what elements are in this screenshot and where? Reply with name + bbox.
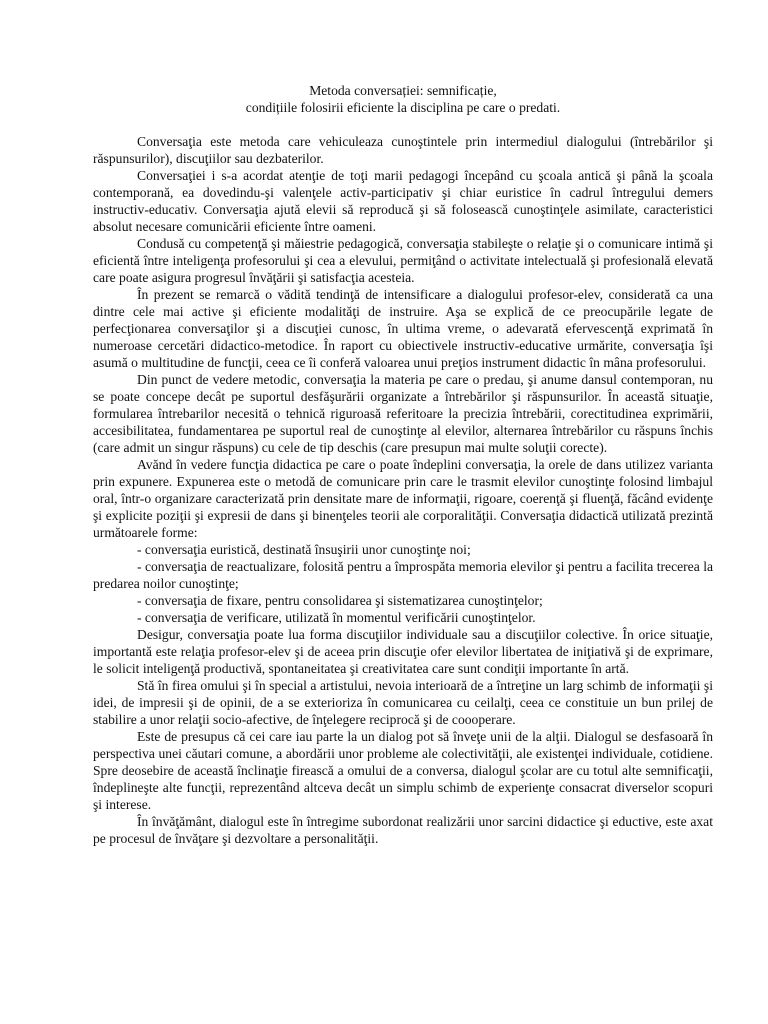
paragraph: Conversaţiei i s-a acordat atenţie de toţi marii pedagogi începând cu şcoala antică şi până la şcoala contemporană, ea dovedindu-şi valenţele activ-participativ şi chiar euristice în cadrul întregului demers instructiv-educativ. Conversaţia ajută elevii să reproducă şi să folosească cunoştinţele asimilate, caracteristici absolut necesare comunicării eficiente între oameni. xyxy=(93,168,713,234)
paragraph: Conversaţia este metoda care vehiculeaza cunoştintele prin intermediul dialogului (întrebărilor şi răspunsurilor), discuţiilor sau dezbaterilor. xyxy=(93,134,713,166)
list-item: - conversaţia de reactualizare, folosită pentru a împrospăta memoria elevilor şi pentru a facilita trecerea la predarea noilor cunoştinţe; xyxy=(93,559,713,591)
list-item: - conversaţia euristică, destinată însuşirii unor cunoştinţe noi; xyxy=(137,542,471,557)
paragraph: Avănd în vedere funcţia didactica pe care o poate îndeplini conversaţia, la orele de dans utilizez varianta prin expunere. Expunerea este o metodă de comunicare prin care le trasmit elevilor cunoştinţe folosind limbajul oral, într-o organizare caracterizată prin densitate mare de informaţii, rigoare, coerenţă şi fluenţă, făcând evidenţe şi explicite poziţii şi expresii de dans şi binenţeles teorii ale corporalităţii. Conversaţia didactică utilizată prezintă următoarele forme: xyxy=(93,457,713,540)
paragraph: Desigur, conversaţia poate lua forma discuţiilor individuale sau a discuţiilor colective. În orice situaţie, importantă este relaţia profesor-elev şi de aceea prin discuţie ofer elevilor libertatea de iniţiativă şi de exprimare, le solicit inteligenţă productivă, spontaneitatea şi creativitatea care sunt condiţii importante în artă. xyxy=(93,627,713,676)
paragraph: Stă în firea omului şi în special a artistului, nevoia interioară de a întreţine un larg schimb de informaţii şi idei, de impresii şi de opinii, de a se exterioriza în comunicarea cu ceilalţi, ceea ce constituie un bun prilej de stabilire a unor relaţii socio-afective, de înţelegere reciprocă şi de coooperare. xyxy=(93,678,713,727)
list-item: - conversaţia de verificare, utilizată în momentul verificării cunoştinţelor. xyxy=(137,610,536,625)
title-spacer xyxy=(93,116,713,133)
document-page xyxy=(93,82,713,847)
document-title-line-1: Metoda conversației: semnificație, xyxy=(309,83,497,98)
paragraph: Condusă cu competenţă şi măiestrie pedagogică, conversaţia stabileşte o relaţie şi o comunicare intimă şi eficientă între inteligenţa profesorului şi cea a elevului, permiţând o activitate intelectuală şi profesională elevată care poate asigura progresul învăţării şi satisfacţia acesteia. xyxy=(93,236,713,285)
document-title-line-2: condițiile folosirii eficiente la disciplina pe care o predati. xyxy=(245,100,561,115)
list-item: - conversaţia de fixare, pentru consolidarea şi sistematizarea cunoştinţelor; xyxy=(137,593,543,608)
paragraph: În prezent se remarcă o vădită tendinţă de intensificare a dialogului profesor-elev, considerată ca una dintre cele mai active şi eficiente modalităţi de instruire. Aşa se explică de ce preocupările legate de perfecţionarea conversaţilor şi a discuţiei cunosc, în ultima vreme, o adevarată efervescenţă exprimată în numeroase cercetări didactico-metodice. În raport cu obiectivele instructiv-educative urmărite, conversaţia îşi asumă o multitudine de funcţii, ceea ce îi conferă valoarea unui preţios instrument didactic în mâna profesorului. xyxy=(93,287,713,370)
paragraph: În învăţământ, dialogul este în întregime subordonat realizării unor sarcini didactice şi eductive, este axat pe procesul de învăţare şi dezvoltare a personalităţii. xyxy=(93,814,713,846)
paragraph: Din punct de vedere metodic, conversaţia la materia pe care o predau, şi anume dansul contemporan, nu se poate concepe decât pe suportul desfăşurării organizate a întrebărilor şi răspunsurilor. În această situaţie, formularea întrebarilor necesită o tehnică riguroasă referitoare la precizia întrebării, corectitudinea exprimării, accesibilitatea, fundamentarea pe suportul real de cunoştinţe al elevilor, alternarea întrebărilor cu răspuns închis (care admit un singur răspuns) cu cele de tip deschis (care presupun mai multe soluţii corecte). xyxy=(93,372,713,455)
paragraph: Este de presupus că cei care iau parte la un dialog pot să înveţe unii de la alţii. Dialogul se desfasoară în perspectiva unei căutari comune, a abordării unor probleme ale colectivităţii, ale existenţei individuale, cotidiene. Spre deosebire de această înclinaţie firească a omului de a conversa, dialogul şcolar are cu totul alte semnificaţii, îndeplineşte alte funcţii, reprezentând altceva decât un simplu schimb de experienţe consacrat diverselor scopuri şi interese. xyxy=(93,729,713,812)
